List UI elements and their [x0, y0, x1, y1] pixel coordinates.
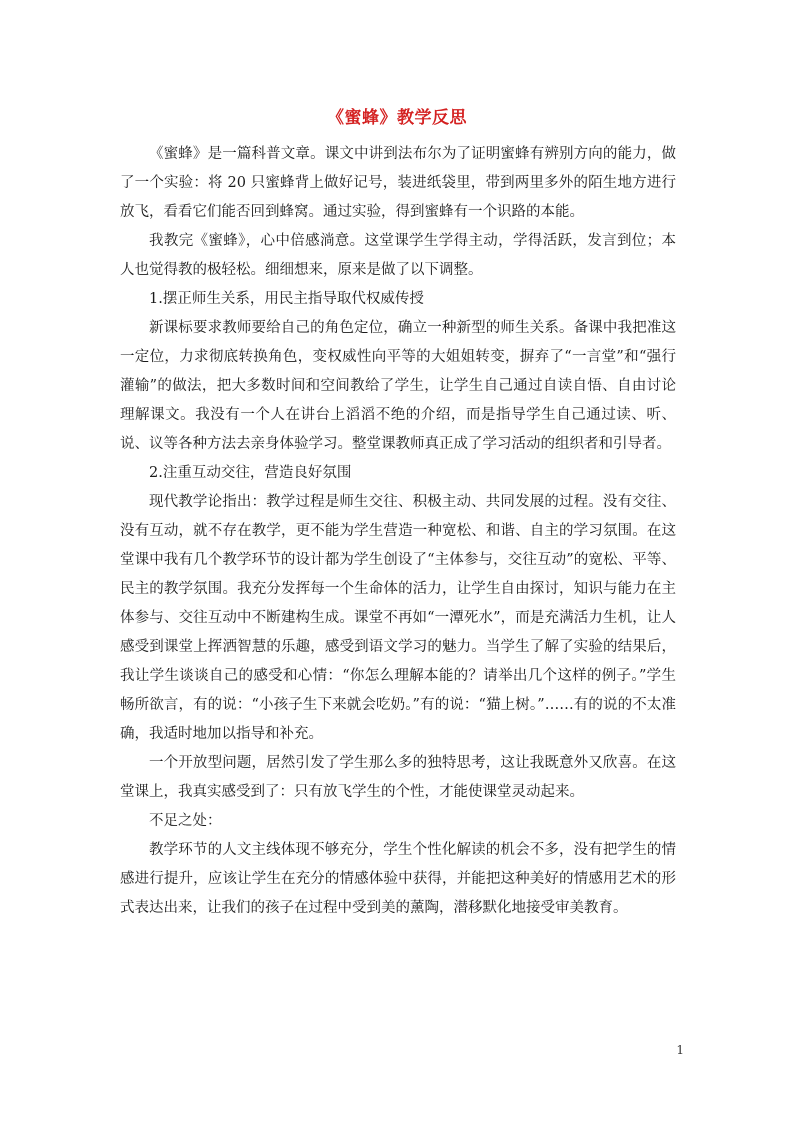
shortcomings-heading: 不足之处：: [149, 813, 222, 829]
document-body: [120, 140, 676, 923]
paragraph-section-2: 现代教学论指出：教学过程是师生交往、积极主动、共同发展的过程。没有交往、没有互动，就不存在教学，更不能为学生营造一种宽松、和谐、自主的学习氛围。在这堂课中我有几个教学环节的设计都为学生创设了“主体参与，交往互动”的宽松、平等、民主的教学氛围。我充分发挥每一个生命体的活力，让学生自由探讨，知识与能力在主体参与、交往互动中不断建构生成。课堂不再如“一潭死水”，而是充满活力生机，让人感受到课堂上挥洒智慧的乐趣，感受到语文学习的魅力。当学生了解了实验的结果后，我让学生谈谈自己的感受和心情：“你怎么理解本能的？请举出几个这样的例子。”学生畅所欲言，有的说：“小孩子生下来就会吃奶。”有的说：“猫上树。”……有的说的不太准确，我适时地加以指导和补充。: [120, 494, 676, 742]
paragraph-reflection: 一个开放型问题，居然引发了学生那么多的独特思考，这让我既意外又欣喜。在这堂课上，我真实感受到了：只有放飞学生的个性，才能使课堂灵动起来。: [120, 755, 676, 800]
section-heading-2: 2.注重互动交往，营造良好氛围: [149, 465, 352, 481]
paragraph-section-1: 新课标要求教师要给自己的角色定位，确立一种新型的师生关系。备课中我把准这一定位，力求彻底转换角色，变权威性向平等的大姐姐转变，摒弃了“一言堂”和“强行灌输”的做法，把大多数时间和空间教给了学生，让学生自己通过自读自悟、自由讨论理解课文。我没有一个人在讲台上滔滔不绝的介绍，而是指导学生自己通过读、听、说、议等各种方法去亲身体验学习。整堂课教师真正成了学习活动的组织者和引导者。: [120, 320, 676, 452]
document-title: 《蜜蜂》教学反思: [327, 108, 467, 128]
page-number: 1: [676, 1043, 684, 1057]
paragraph-shortcomings: 教学环节的人文主线体现不够充分，学生个性化解读的机会不多，没有把学生的情感进行提升，应该让学生在充分的情感体验中获得，并能把这种美好的情感用艺术的形式表达出来，让我们的孩子在过程中受到美的薰陶，潜移默化地接受审美教育。: [120, 842, 676, 916]
section-heading-1: 1.摆正师生关系，用民主指导取代权威传授: [149, 291, 424, 307]
paragraph-summary: 我教完《蜜蜂》，心中倍感淌意。这堂课学生学得主动，学得活跃，发言到位；本人也觉得教的极轻松。细细想来，原来是做了以下调整。: [120, 233, 676, 278]
paragraph-intro: 《蜜蜂》是一篇科普文章。课文中讲到法布尔为了证明蜜蜂有辨别方向的能力，做了一个实验：将 20 只蜜蜂背上做好记号，装进纸袋里，带到两里多外的陌生地方进行放飞，看看它们能否回到蜂窝。通过实验，得到蜜蜂有一个识路的本能。: [120, 146, 676, 220]
